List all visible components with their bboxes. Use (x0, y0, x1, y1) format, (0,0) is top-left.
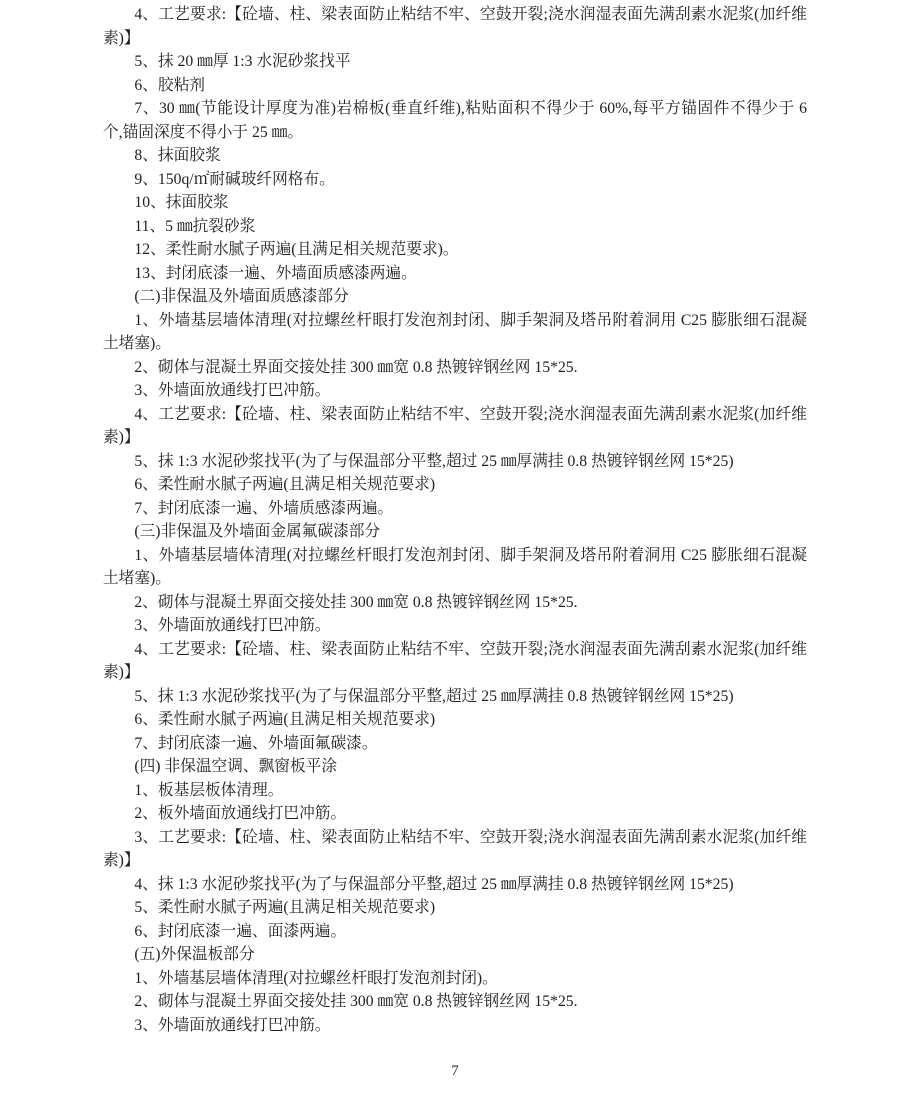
list-item: 10、抹面胶浆 (134, 194, 229, 211)
list-item: 5、柔性耐水腻子两遍(且满足相关规范要求) (134, 899, 436, 916)
list-item: 5、抹 1:3 水泥砂浆找平(为了与保温部分平整,超过 25 ㎜厚满挂 0.8 热镀锌钢丝网 15*25) (134, 687, 734, 705)
list-item: 2、砌体与混凝土界面交接处挂 300 ㎜宽 0.8 热镀锌钢丝网 15*25. (134, 993, 578, 1010)
list-item: 7、30 ㎜(节能设计厚度为准)岩棉板(垂直纤维),粘贴面积不得少于 60%,每平方锚固件不得少于 6 个,锚固深度不得小于 25 ㎜。 (103, 100, 807, 141)
page-number: 7 (451, 1063, 459, 1079)
list-item: 6、封闭底漆一遍、面漆两遍。 (134, 922, 347, 940)
list-item: 1、板基层板体清理。 (134, 781, 284, 799)
section-heading: (四) 非保温空调、飘窗板平涂 (134, 758, 338, 775)
list-item: 4、工艺要求:【砼墙、柱、梁表面防止粘结不牢、空鼓开裂;浇水润湿表面先满刮素水泥浆(加纤维素)】 (103, 405, 807, 446)
list-item: 2、板外墙面放通线打巴冲筋。 (134, 805, 347, 822)
list-item: 6、胶粘剂 (134, 76, 205, 94)
list-item: 1、外墙基层墙体清理(对拉螺丝杆眼打发泡剂封闭、脚手架洞及塔吊附着洞用 C25 膨胀细石混凝土堵塞)。 (103, 546, 807, 587)
list-item: 5、抹 20 ㎜厚 1:3 水泥砂浆找平 (134, 53, 351, 70)
list-item: 12、柔性耐水腻子两遍(且满足相关规范要求)。 (134, 241, 459, 258)
list-item: 7、封闭底漆一遍、外墙质感漆两遍。 (134, 499, 394, 517)
list-item: 4、工艺要求:【砼墙、柱、梁表面防止粘结不牢、空鼓开裂;浇水润湿表面先满刮素水泥浆(加纤维素)】 (103, 640, 807, 681)
list-item: 3、外墙面放通线打巴冲筋。 (134, 1016, 331, 1034)
document-body (103, 3, 807, 1037)
list-item: 1、外墙基层墙体清理(对拉螺丝杆眼打发泡剂封闭、脚手架洞及塔吊附着洞用 C25 膨胀细石混凝土堵塞)。 (103, 311, 807, 352)
list-item: 1、外墙基层墙体清理(对拉螺丝杆眼打发泡剂封闭)。 (134, 969, 498, 987)
list-item: 3、外墙面放通线打巴冲筋。 (134, 382, 331, 399)
list-item: 4、工艺要求:【砼墙、柱、梁表面防止粘结不牢、空鼓开裂;浇水润湿表面先满刮素水泥浆(加纤维素)】 (103, 6, 807, 47)
section-heading: (三)非保温及外墙面金属氟碳漆部分 (134, 523, 381, 540)
list-item: 2、砌体与混凝土界面交接处挂 300 ㎜宽 0.8 热镀锌钢丝网 15*25. (134, 593, 578, 611)
section-heading: (二)非保温及外墙面质感漆部分 (134, 288, 349, 305)
list-item: 5、抹 1:3 水泥砂浆找平(为了与保温部分平整,超过 25 ㎜厚满挂 0.8 热镀锌钢丝网 15*25) (134, 452, 734, 470)
list-item: 7、封闭底漆一遍、外墙面氟碳漆。 (134, 734, 378, 752)
list-item: 3、工艺要求:【砼墙、柱、梁表面防止粘结不牢、空鼓开裂;浇水润湿表面先满刮素水泥浆(加纤维素)】 (103, 828, 807, 869)
list-item: 11、5 ㎜抗裂砂浆 (134, 217, 256, 235)
section-heading: (五)外保温板部分 (134, 946, 255, 963)
list-item: 3、外墙面放通线打巴冲筋。 (134, 617, 331, 634)
page-footer (103, 1061, 807, 1081)
list-item: 6、柔性耐水腻子两遍(且满足相关规范要求) (134, 476, 436, 493)
list-item: 13、封闭底漆一遍、外墙面质感漆两遍。 (134, 264, 417, 282)
list-item: 4、抹 1:3 水泥砂浆找平(为了与保温部分平整,超过 25 ㎜厚满挂 0.8 热镀锌钢丝网 15*25) (134, 875, 734, 893)
list-item: 6、柔性耐水腻子两遍(且满足相关规范要求) (134, 711, 436, 728)
list-item: 9、150q/㎡耐碱玻纤网格布。 (134, 170, 335, 188)
list-item: 2、砌体与混凝土界面交接处挂 300 ㎜宽 0.8 热镀锌钢丝网 15*25. (134, 358, 578, 376)
list-item: 8、抹面胶浆 (134, 147, 221, 164)
